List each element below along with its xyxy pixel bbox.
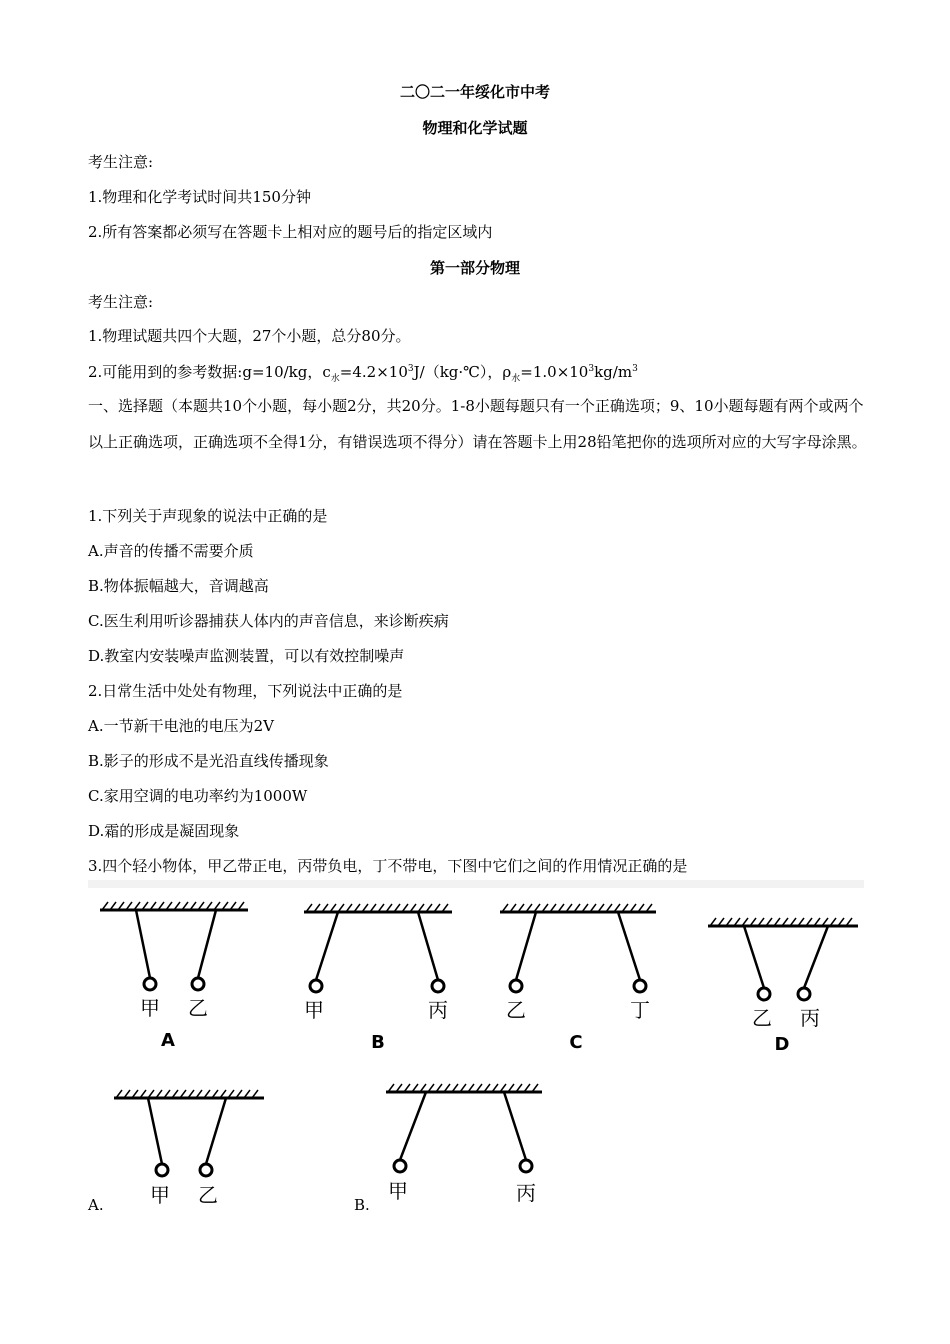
page-title: 二〇二一年绥化市中考 <box>399 83 550 101</box>
section-title: 第一部分物理 <box>429 259 520 277</box>
answer-option-a-figure <box>108 1078 268 1214</box>
question-option: B.影子的形成不是光沿直线传播现象 <box>88 752 329 770</box>
answer-option-label: B. <box>354 1196 370 1214</box>
ball-label: 丙 <box>428 998 448 1022</box>
notice-heading: 考生注意: <box>88 153 154 171</box>
ball-label: 乙 <box>506 998 526 1022</box>
notice-heading: 考生注意: <box>88 293 154 311</box>
ball-label: 乙 <box>198 1183 218 1207</box>
figure-panel-b <box>304 904 452 1050</box>
figure-panel-c <box>500 904 656 1050</box>
question-option: B.物体振幅越大，音调越高 <box>88 577 269 595</box>
question-stem: 3.四个轻小物体，甲乙带正电，丙带负电，丁不带电，下图中它们之间的作用情况正确的是 <box>88 857 688 875</box>
section-instructions: 一、选择题（本题共10个小题，每小题2分，共20分。1-8小题每题只有一个正确选项；9、10小题每题有两个或两个以上正确选项，正确选项不全得1分，有错误选项不得分）请在答题卡上用28铅笔把你的选项所对应的大写字母涂黑。 <box>88 397 867 451</box>
page-subtitle: 物理和化学试题 <box>422 119 528 137</box>
figure-panel-d <box>708 918 858 1050</box>
panel-letter: B <box>371 1032 385 1050</box>
ball-label: 甲 <box>388 1179 408 1203</box>
ball-label: 甲 <box>140 996 160 1020</box>
ball-label: 甲 <box>304 998 324 1022</box>
question-option: D.教室内安装噪声监测装置，可以有效控制噪声 <box>88 647 405 665</box>
figure-panel-a <box>100 902 248 1050</box>
notice-item: 1.物理和化学考试时间共150分钟 <box>88 188 311 206</box>
notice-item: 1.物理试题共四个大题，27个小题，总分80分。 <box>88 327 411 345</box>
panel-letter: D <box>774 1034 790 1050</box>
question-option: A.声音的传播不需要介质 <box>88 542 254 560</box>
pith-ball-figure <box>88 880 864 1054</box>
answer-option-label: A. <box>88 1196 104 1214</box>
question-option: C.家用空调的电功率约为1000W <box>88 787 308 805</box>
reference-data: 2.可能用到的参考数据:g=10/kg，$c_水=4.2\times 10^3J/(kg\cdot℃)$，$\rho_水=1.0\times 10^3kg/m^3$ <box>88 363 638 384</box>
notice-item: 2.所有答案都必须写在答题卡上相对应的题号后的指定区域内 <box>88 223 493 241</box>
ball-label: 甲 <box>150 1183 170 1207</box>
ball-label: 乙 <box>188 996 208 1020</box>
panel-letter: C <box>569 1032 583 1050</box>
ball-label: 丙 <box>800 1006 820 1030</box>
ball-label: 丁 <box>630 998 650 1022</box>
panel-letter: A <box>161 1030 175 1050</box>
question-option: C.医生利用听诊器捕获人体内的声音信息，来诊断疾病 <box>88 612 449 630</box>
question-option: A.一节新干电池的电压为2V <box>88 717 274 735</box>
answer-option-b-figure <box>378 1070 548 1214</box>
ball-label: 丙 <box>516 1181 536 1205</box>
question-stem: 2.日常生活中处处有物理，下列说法中正确的是 <box>88 682 403 700</box>
ball-label: 乙 <box>752 1006 772 1030</box>
question-option: D.霜的形成是凝固现象 <box>88 822 240 840</box>
question-stem: 1.下列关于声现象的说法中正确的是 <box>88 507 328 525</box>
